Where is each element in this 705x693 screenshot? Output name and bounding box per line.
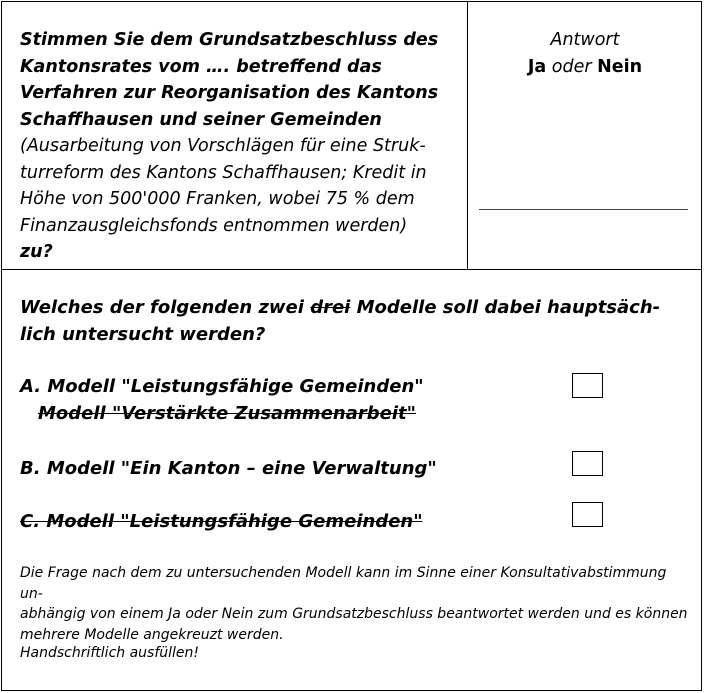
models-question-line-1 xyxy=(20,294,680,321)
answer-ja: Ja xyxy=(527,56,547,77)
struck-word: drei xyxy=(310,297,351,318)
answer-write-line[interactable] xyxy=(479,209,688,210)
models-question-text: Welches der folgenden zwei xyxy=(20,297,311,318)
answer-nein: Nein xyxy=(597,56,643,77)
question-end: zu? xyxy=(20,242,53,262)
answer-label: Antwort xyxy=(550,30,620,50)
question-line: Verfahren zur Reorganisation des Kantons xyxy=(20,83,439,103)
question-line: Schaffhausen und seiner Gemeinden xyxy=(20,109,382,130)
note-line: abhängig von einem Ja oder Nein zum Grundsatzbeschluss beantwortet werden und es können xyxy=(20,606,688,622)
option-b-checkbox[interactable] xyxy=(572,451,603,476)
question-line: Stimmen Sie dem Grundsatzbeschluss des xyxy=(20,30,439,50)
models-question-text: Modelle soll dabei hauptsäch- xyxy=(350,297,661,318)
note-line: Die Frage nach dem zu untersuchenden Modell kann im Sinne einer Konsultativabstimmung un- xyxy=(20,565,667,602)
answer-choices xyxy=(468,54,702,81)
question-line: Kantonsrates vom …. betreffend das xyxy=(20,56,382,77)
main-question xyxy=(20,27,460,266)
note-line: mehrere Modelle angekreuzt werden. xyxy=(20,626,284,643)
option-a-checkbox[interactable] xyxy=(572,373,603,398)
question-detail-line: Höhe von 500'000 Franken, wobei 75 % dem xyxy=(20,189,415,209)
question-detail-line: Finanzausgleichsfonds entnommen werden) xyxy=(20,215,408,236)
option-b-label: B. Modell "Ein Kanton – eine Verwaltung" xyxy=(20,458,437,479)
question-detail-line: turreform des Kantons Schaffhausen; Kredit in xyxy=(20,162,427,183)
question-detail-line: (Ausarbeitung von Vorschlägen für eine Struk- xyxy=(20,136,426,156)
models-question-line-2: lich untersucht werden? xyxy=(20,324,266,345)
handwritten-instruction: Handschriftlich ausfüllen! xyxy=(20,645,200,661)
row-divider xyxy=(1,269,702,270)
option-c-checkbox[interactable] xyxy=(572,502,603,527)
option-c-struck-label: C. Modell "Leistungsfähige Gemeinden" xyxy=(20,511,423,532)
option-a-struck-label: Modell "Verstärkte Zusammenarbeit" xyxy=(38,403,416,424)
option-a-label: A. Modell "Leistungsfähige Gemeinden" xyxy=(20,376,424,397)
answer-column xyxy=(468,27,702,80)
answer-oder: oder xyxy=(546,56,598,77)
explanatory-note xyxy=(20,563,690,645)
models-question xyxy=(20,294,680,348)
